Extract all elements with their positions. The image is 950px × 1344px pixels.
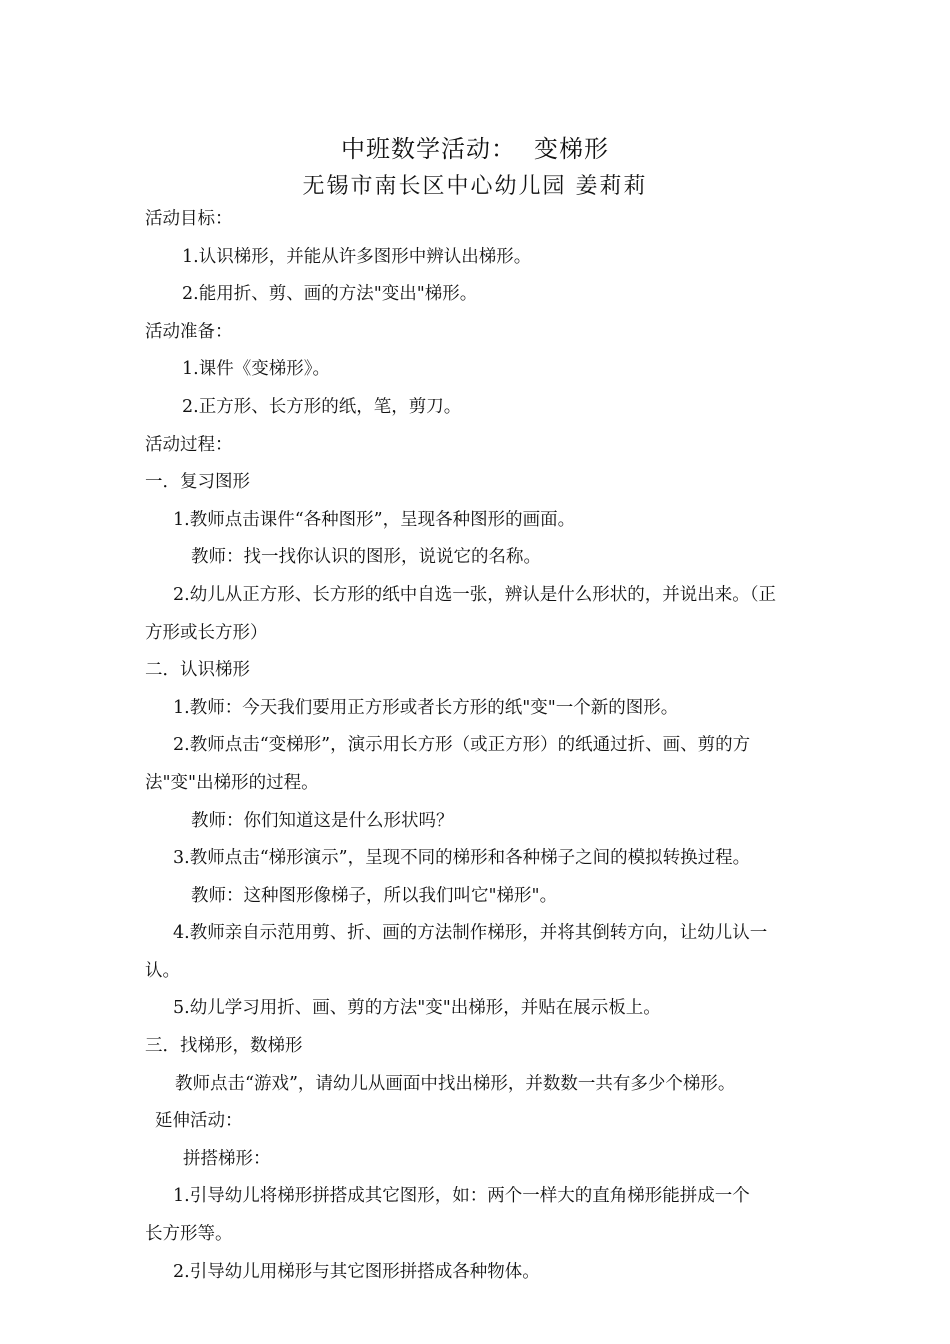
section-heading-goals: 活动目标： bbox=[145, 209, 233, 229]
section-heading-extension: 延伸活动： bbox=[155, 1111, 243, 1132]
process-item: 3.教师点击“梯形演示”，呈现不同的梯形和各种梯子之间的模拟转换过程。 bbox=[173, 848, 751, 869]
extension-subheading: 拼搭梯形： bbox=[183, 1148, 271, 1169]
section-heading-preparation: 活动准备： bbox=[145, 321, 233, 342]
document-body bbox=[145, 201, 820, 1291]
extension-item: 1.引导幼儿将梯形拼搭成其它图形，如：两个一样大的直角梯形能拼成一个 bbox=[173, 1186, 750, 1207]
process-item: 4.教师亲自示范用剪、折、画的方法制作梯形，并将其倒转方向，让幼儿认一 bbox=[173, 923, 768, 944]
process-item: 教师点击“游戏”，请幼儿从画面中找出梯形，并数数一共有多少个梯形。 bbox=[175, 1073, 736, 1094]
document-subtitle: 无锡市南长区中心幼儿园 姜莉莉 bbox=[302, 174, 648, 199]
document-title bbox=[0, 132, 950, 166]
teacher-dialogue: 教师：找一找你认识的图形，说说它的名称。 bbox=[191, 547, 541, 568]
process-item: 2.教师点击“变梯形”，演示用长方形（或正方形）的纸通过折、画、剪的方 bbox=[173, 735, 751, 756]
extension-item-continued: 长方形等。 bbox=[145, 1224, 233, 1245]
process-item: 2.幼儿从正方形、长方形的纸中自选一张，辨认是什么形状的，并说出来。（正 bbox=[173, 584, 776, 605]
teacher-dialogue: 教师：你们知道这是什么形状吗？ bbox=[191, 810, 454, 831]
process-step-heading: 一．复习图形 bbox=[145, 472, 250, 493]
title-topic: 变梯形 bbox=[534, 135, 609, 163]
section-heading-process: 活动过程： bbox=[145, 434, 233, 455]
goal-item: 2.能用折、剪、画的方法"变出"梯形。 bbox=[182, 284, 478, 305]
preparation-item: 1.课件《变梯形》。 bbox=[182, 359, 330, 380]
extension-item: 2.引导幼儿用梯形与其它图形拼搭成各种物体。 bbox=[173, 1261, 540, 1282]
process-step-heading: 二．认识梯形 bbox=[145, 660, 250, 681]
teacher-dialogue: 教师：这种图形像梯子，所以我们叫它"梯形"。 bbox=[191, 885, 558, 906]
process-item: 1.教师：今天我们要用正方形或者长方形的纸"变"一个新的图形。 bbox=[173, 697, 679, 718]
process-step-heading: 三．找梯形，数梯形 bbox=[145, 1036, 303, 1057]
goal-item: 1.认识梯形，并能从许多图形中辨认出梯形。 bbox=[182, 246, 532, 267]
process-item: 5.幼儿学习用折、画、剪的方法"变"出梯形，并贴在展示板上。 bbox=[173, 998, 661, 1019]
process-item: 1.教师点击课件“各种图形”，呈现各种图形的画面。 bbox=[173, 509, 576, 530]
process-item-continued: 方形或长方形） bbox=[145, 622, 268, 643]
preparation-item: 2.正方形、长方形的纸，笔，剪刀。 bbox=[182, 396, 462, 417]
process-item-continued: 认。 bbox=[145, 960, 180, 981]
title-prefix: 中班数学活动： bbox=[341, 135, 516, 163]
process-item-continued: 法"变"出梯形的过程。 bbox=[145, 772, 319, 793]
